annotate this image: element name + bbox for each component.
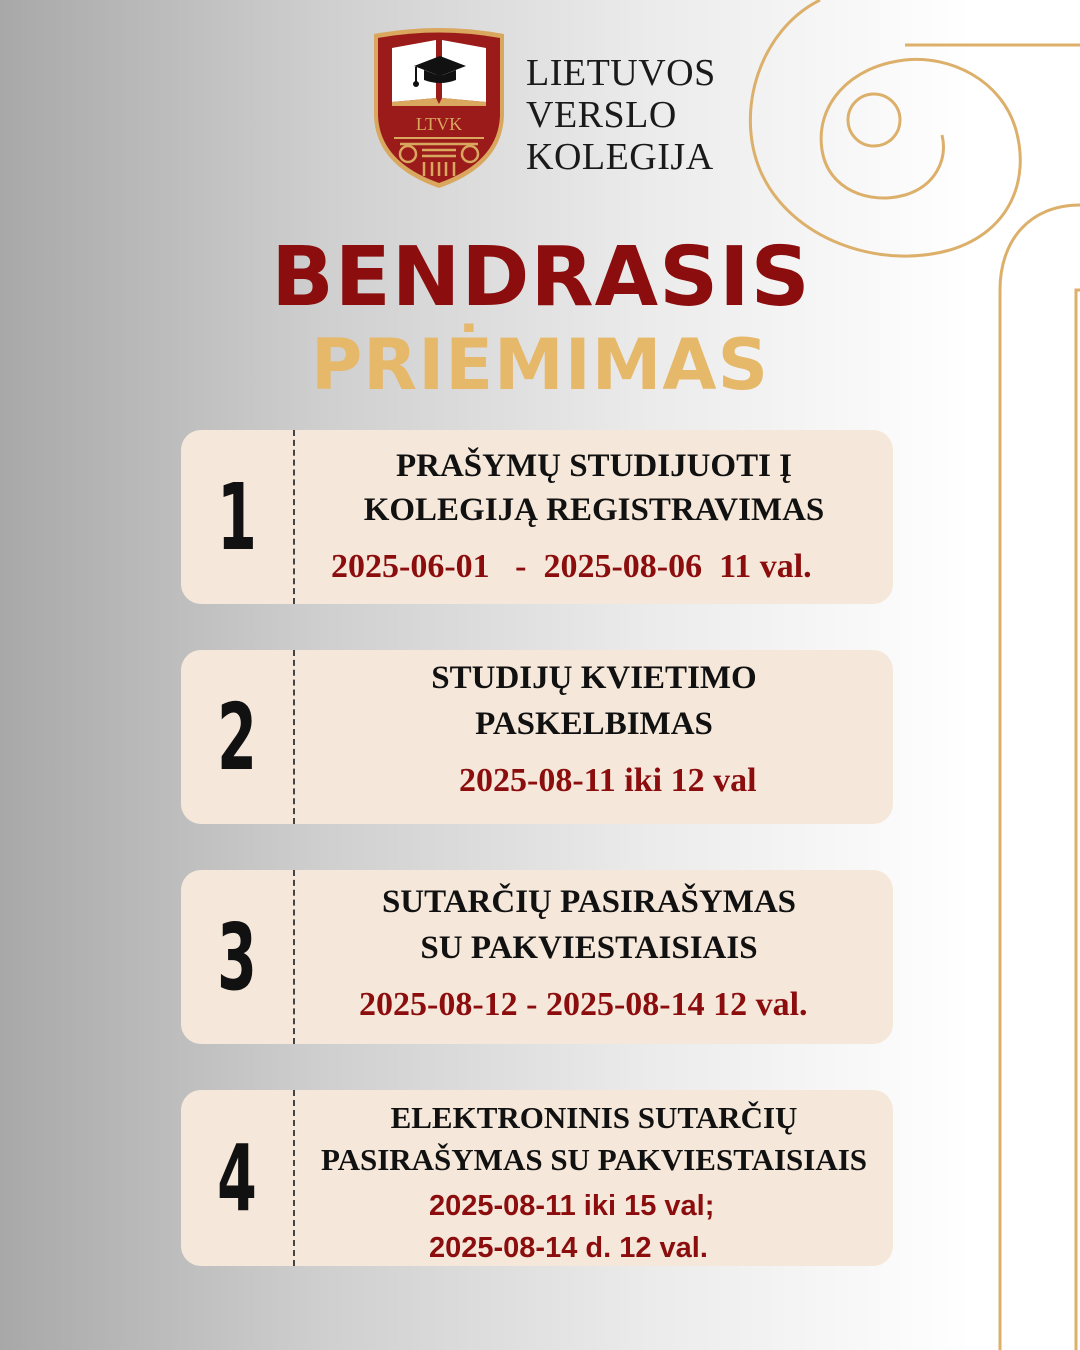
step-date: 2025-06-01 - 2025-08-06 11 val. (331, 548, 812, 585)
step-card-1 (181, 430, 893, 604)
step-date-line-2: 2025-08-14 d. 12 val. (429, 1232, 708, 1264)
step-date-line-1: 2025-08-11 iki 15 val; (429, 1190, 715, 1222)
step-card-4 (181, 1090, 893, 1266)
step-title-line-2: SU PAKVIESTAISIAIS (420, 930, 758, 966)
step-title-line-1: ELEKTRONINIS SUTARČIŲ (390, 1100, 798, 1135)
step-number: 1 (217, 463, 257, 571)
step-title-line-2: PASIRAŠYMAS SU PAKVIESTAISIAIS (320, 1142, 868, 1177)
step-title-line-1: PRAŠYMŲ STUDIJUOTI Į (395, 448, 793, 484)
step-date: 2025-08-12 - 2025-08-14 12 val. (359, 986, 808, 1023)
step-title-line-1: SUTARČIŲ PASIRAŠYMAS (381, 884, 797, 920)
college-name (526, 52, 716, 178)
step-title-line-1: STUDIJŲ KVIETIMO (431, 660, 757, 696)
step-title-line-2: PASKELBIMAS (475, 706, 713, 742)
step-card-2 (181, 650, 893, 824)
college-logo (372, 26, 506, 190)
step-number: 3 (217, 903, 257, 1011)
college-name-line-2: VERSLO (526, 94, 677, 136)
step-title-line-2: KOLEGIJĄ REGISTRAVIMAS (363, 492, 825, 528)
step-card-3 (181, 870, 893, 1044)
step-number: 2 (217, 683, 257, 791)
step-date: 2025-08-11 iki 12 val (459, 762, 757, 799)
logo-text: LTVK (415, 114, 463, 134)
college-name-line-1: LIETUVOS (526, 52, 716, 94)
page-subtitle: PRIĖMIMAS (310, 324, 770, 406)
college-name-line-3: KOLEGIJA (526, 136, 714, 178)
page-title: BENDRASIS (271, 230, 811, 325)
step-number: 4 (217, 1124, 257, 1232)
